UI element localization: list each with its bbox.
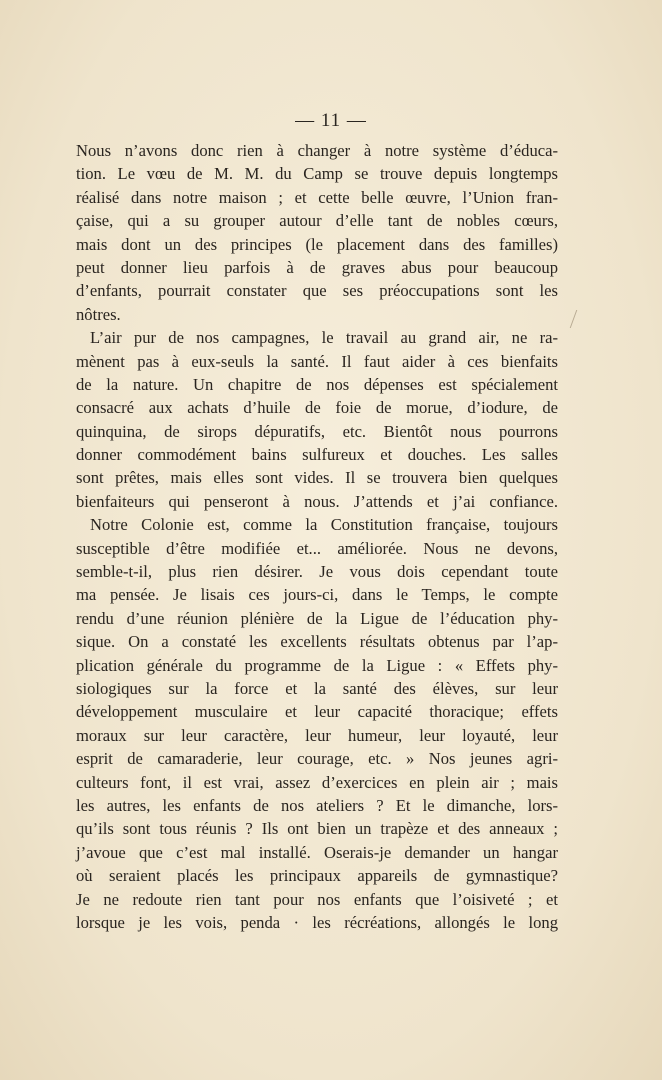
text-line: culteurs font, il est vrai, assez d’exercices en plein air ; mais [76,772,558,792]
text-line: de la nature. Un chapitre de nos dépenses est spécialement [76,374,558,394]
text-line: réalisé dans notre maison ; et cette belle œuvre, l’Union fran- [76,187,558,207]
text-line: Notre Colonie est, comme la Constitution française, toujours [90,515,558,535]
text-line: nôtres. [76,304,121,324]
text-line: siologiques sur la force et la santé des élèves, sur leur [76,678,558,698]
body-text [76,139,558,934]
text-line: peut donner lieu parfois à de graves abus pour beaucoup [76,257,558,277]
text-line: j’avoue que c’est mal installé. Oserais-je demander un hangar [76,842,558,862]
text-line: çaise, qui a su grouper autour d’elle tant de nobles cœurs, [76,211,558,231]
text-line: susceptible d’être modifiée et... améliorée. Nous ne devons, [76,538,558,558]
text-line: quinquina, de sirops dépuratifs, etc. Bientôt nous pourrons [76,421,558,441]
text-line: moraux sur leur caractère, leur humeur, leur loyauté, leur [76,725,558,745]
text-line: L’air pur de nos campagnes, le travail au grand air, ne ra- [90,328,558,348]
text-line: où seraient placés les principaux appareils de gymnastique? [76,866,558,886]
page-number: — 11 — [295,110,367,131]
text-line: rendu d’une réunion plénière de la Ligue de l’éducation phy- [76,608,558,628]
text-line: bienfaiteurs qui penseront à nous. J’attends et j’ai confiance. [76,491,558,511]
text-line: ma pensée. Je lisais ces jours-ci, dans le Temps, le compte [76,585,558,605]
text-line: sont prêtes, mais elles sont vides. Il se trouvera bien quelques [76,468,558,488]
text-line: développement musculaire et leur capacité thoracique; effets [76,702,558,722]
text-line: esprit de camaraderie, leur courage, etc. » Nos jeunes agri- [76,749,558,769]
text-line: semble-t-il, plus rien désirer. Je vous dois cependant toute [76,562,558,582]
text-line: mais dont un des principes (le placement dans des familles) [76,234,558,254]
text-line: Nous n’avons donc rien à changer à notre système d’éduca- [76,141,558,160]
text-line: d’enfants, pourrait constater que ses préoccupations sont les [76,281,558,301]
text-line: plication générale du programme de la Ligue : « Effets phy- [76,655,558,675]
text-line: lorsque je les vois, penda · les récréations, allongés le long [76,912,558,932]
pencil-mark-icon [560,310,578,328]
text-line: Je ne redoute rien tant pour nos enfants que l’oisiveté ; et [76,889,558,909]
text-line: sique. On a constaté les excellents résultats obtenus par l’ap- [76,632,558,652]
text-line: tion. Le vœu de M. M. du Camp se trouve depuis longtemps [76,164,558,184]
text-line: consacré aux achats d’huile de foie de morue, d’iodure, de [76,398,558,418]
text-line: qu’ils sont tous réunis ? Ils ont bien un trapèze et des anneaux ; [76,819,558,839]
text-line: mènent pas à eux-seuls la santé. Il faut aider à ces bienfaits [76,351,558,371]
text-line: donner commodément bains sulfureux et douches. Les salles [76,445,558,465]
text-line: les autres, les enfants de nos ateliers ? Et le dimanche, lors- [76,795,558,815]
